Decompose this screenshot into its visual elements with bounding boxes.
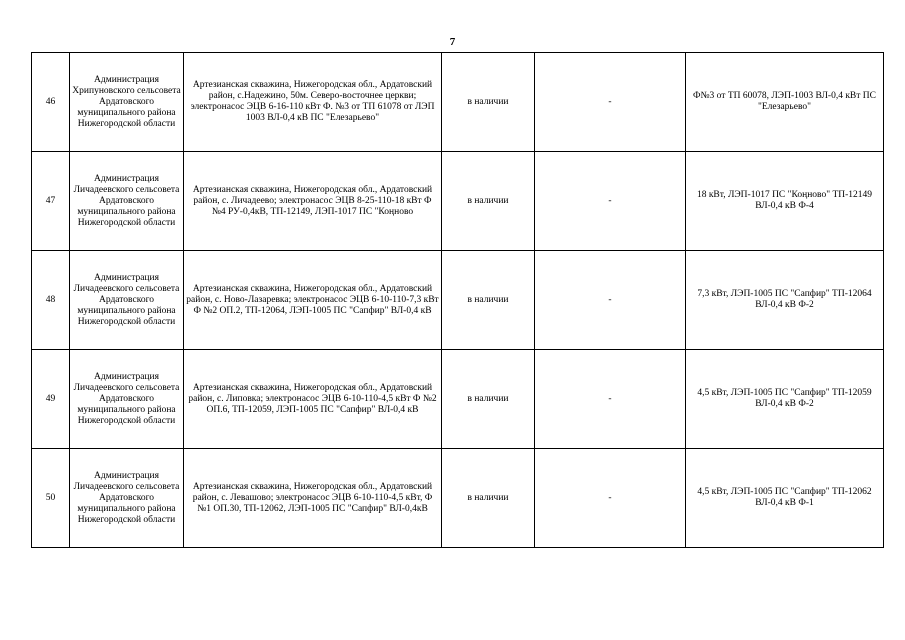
owner-cell: Администрация Личадеевского сельсовета Ардатовского муниципального района Нижегородской области (70, 449, 184, 548)
owner-cell: Администрация Личадеевского сельсовета Ардатовского муниципального района Нижегородской области (70, 152, 184, 251)
availability-cell: в наличии (442, 53, 535, 152)
owner-cell: Администрация Личадеевского сельсовета Ардатовского муниципального района Нижегородской области (70, 350, 184, 449)
registry-table (31, 52, 884, 548)
table-row (32, 449, 884, 548)
table-row (32, 152, 884, 251)
note-cell: - (535, 350, 686, 449)
row-number: 49 (32, 350, 70, 449)
object-description-cell: Артезианская скважина, Нижегородская обл., Ардатовский район, с. Липовка; электронасос ЭЦВ 6-10-110-4,5 кВт Ф №2 ОП.6, ТП-12059, ЛЭП-1005 ПС "Сапфир" ВЛ-0,4 кВ (184, 350, 442, 449)
owner-cell: Администрация Личадеевского сельсовета Ардатовского муниципального района Нижегородской области (70, 251, 184, 350)
object-description-cell: Артезианская скважина, Нижегородская обл., Ардатовский район, с. Левашово; электронасос ЭЦВ 6-10-110-4,5 кВт, Ф №1 ОП.30, ТП-12062, ЛЭП-1005 ПС "Сапфир" ВЛ-0,4кВ (184, 449, 442, 548)
note-cell: - (535, 152, 686, 251)
table-row (32, 53, 884, 152)
network-connection-cell: 4,5 кВт, ЛЭП-1005 ПС "Сапфир" ТП-12059 ВЛ-0,4 кВ Ф-2 (686, 350, 884, 449)
availability-cell: в наличии (442, 350, 535, 449)
row-number: 46 (32, 53, 70, 152)
network-connection-cell: 7,3 кВт, ЛЭП-1005 ПС "Сапфир" ТП-12064 ВЛ-0,4 кВ Ф-2 (686, 251, 884, 350)
network-connection-cell: 4,5 кВт, ЛЭП-1005 ПС "Сапфир" ТП-12062 ВЛ-0,4 кВ Ф-1 (686, 449, 884, 548)
row-number: 48 (32, 251, 70, 350)
availability-cell: в наличии (442, 449, 535, 548)
note-cell: - (535, 449, 686, 548)
owner-cell: Администрация Хрипуновского сельсовета Ардатовского муниципального района Нижегородской области (70, 53, 184, 152)
row-number: 50 (32, 449, 70, 548)
table-row (32, 350, 884, 449)
object-description-cell: Артезианская скважина, Нижегородская обл., Ардатовский район, с. Личадеево; электронасос ЭЦВ 8-25-110-18 кВт Ф №4 РУ-0,4кВ, ТП-12149, ЛЭП-1017 ПС "Коңново (184, 152, 442, 251)
object-description-cell: Артезианская скважина, Нижегородская обл., Ардатовский район, с.Надежино, 50м. Северо-восточнее церкви; электронасос ЭЦВ 6-16-110 кВт Ф. №3 от ТП 61078 от ЛЭП 1003 ВЛ-0,4 кВ ПС "Елезарьево" (184, 53, 442, 152)
object-description-cell: Артезианская скважина, Нижегородская обл., Ардатовский район, с. Ново-Лазаревка; электронасос ЭЦВ 6-10-110-7,3 кВт Ф №2 ОП.2, ТП-12064, ЛЭП-1005 ПС "Сапфир" ВЛ-0,4 кВ (184, 251, 442, 350)
note-cell: - (535, 251, 686, 350)
page-number: 7 (449, 36, 456, 48)
network-connection-cell: 18 кВт, ЛЭП-1017 ПС "Коңново" ТП-12149 ВЛ-0,4 кВ Ф-4 (686, 152, 884, 251)
table-row (32, 251, 884, 350)
network-connection-cell: Ф№3 от ТП 60078, ЛЭП-1003 ВЛ-0,4 кВт ПС "Елезарьево" (686, 53, 884, 152)
availability-cell: в наличии (442, 251, 535, 350)
availability-cell: в наличии (442, 152, 535, 251)
row-number: 47 (32, 152, 70, 251)
note-cell: - (535, 53, 686, 152)
